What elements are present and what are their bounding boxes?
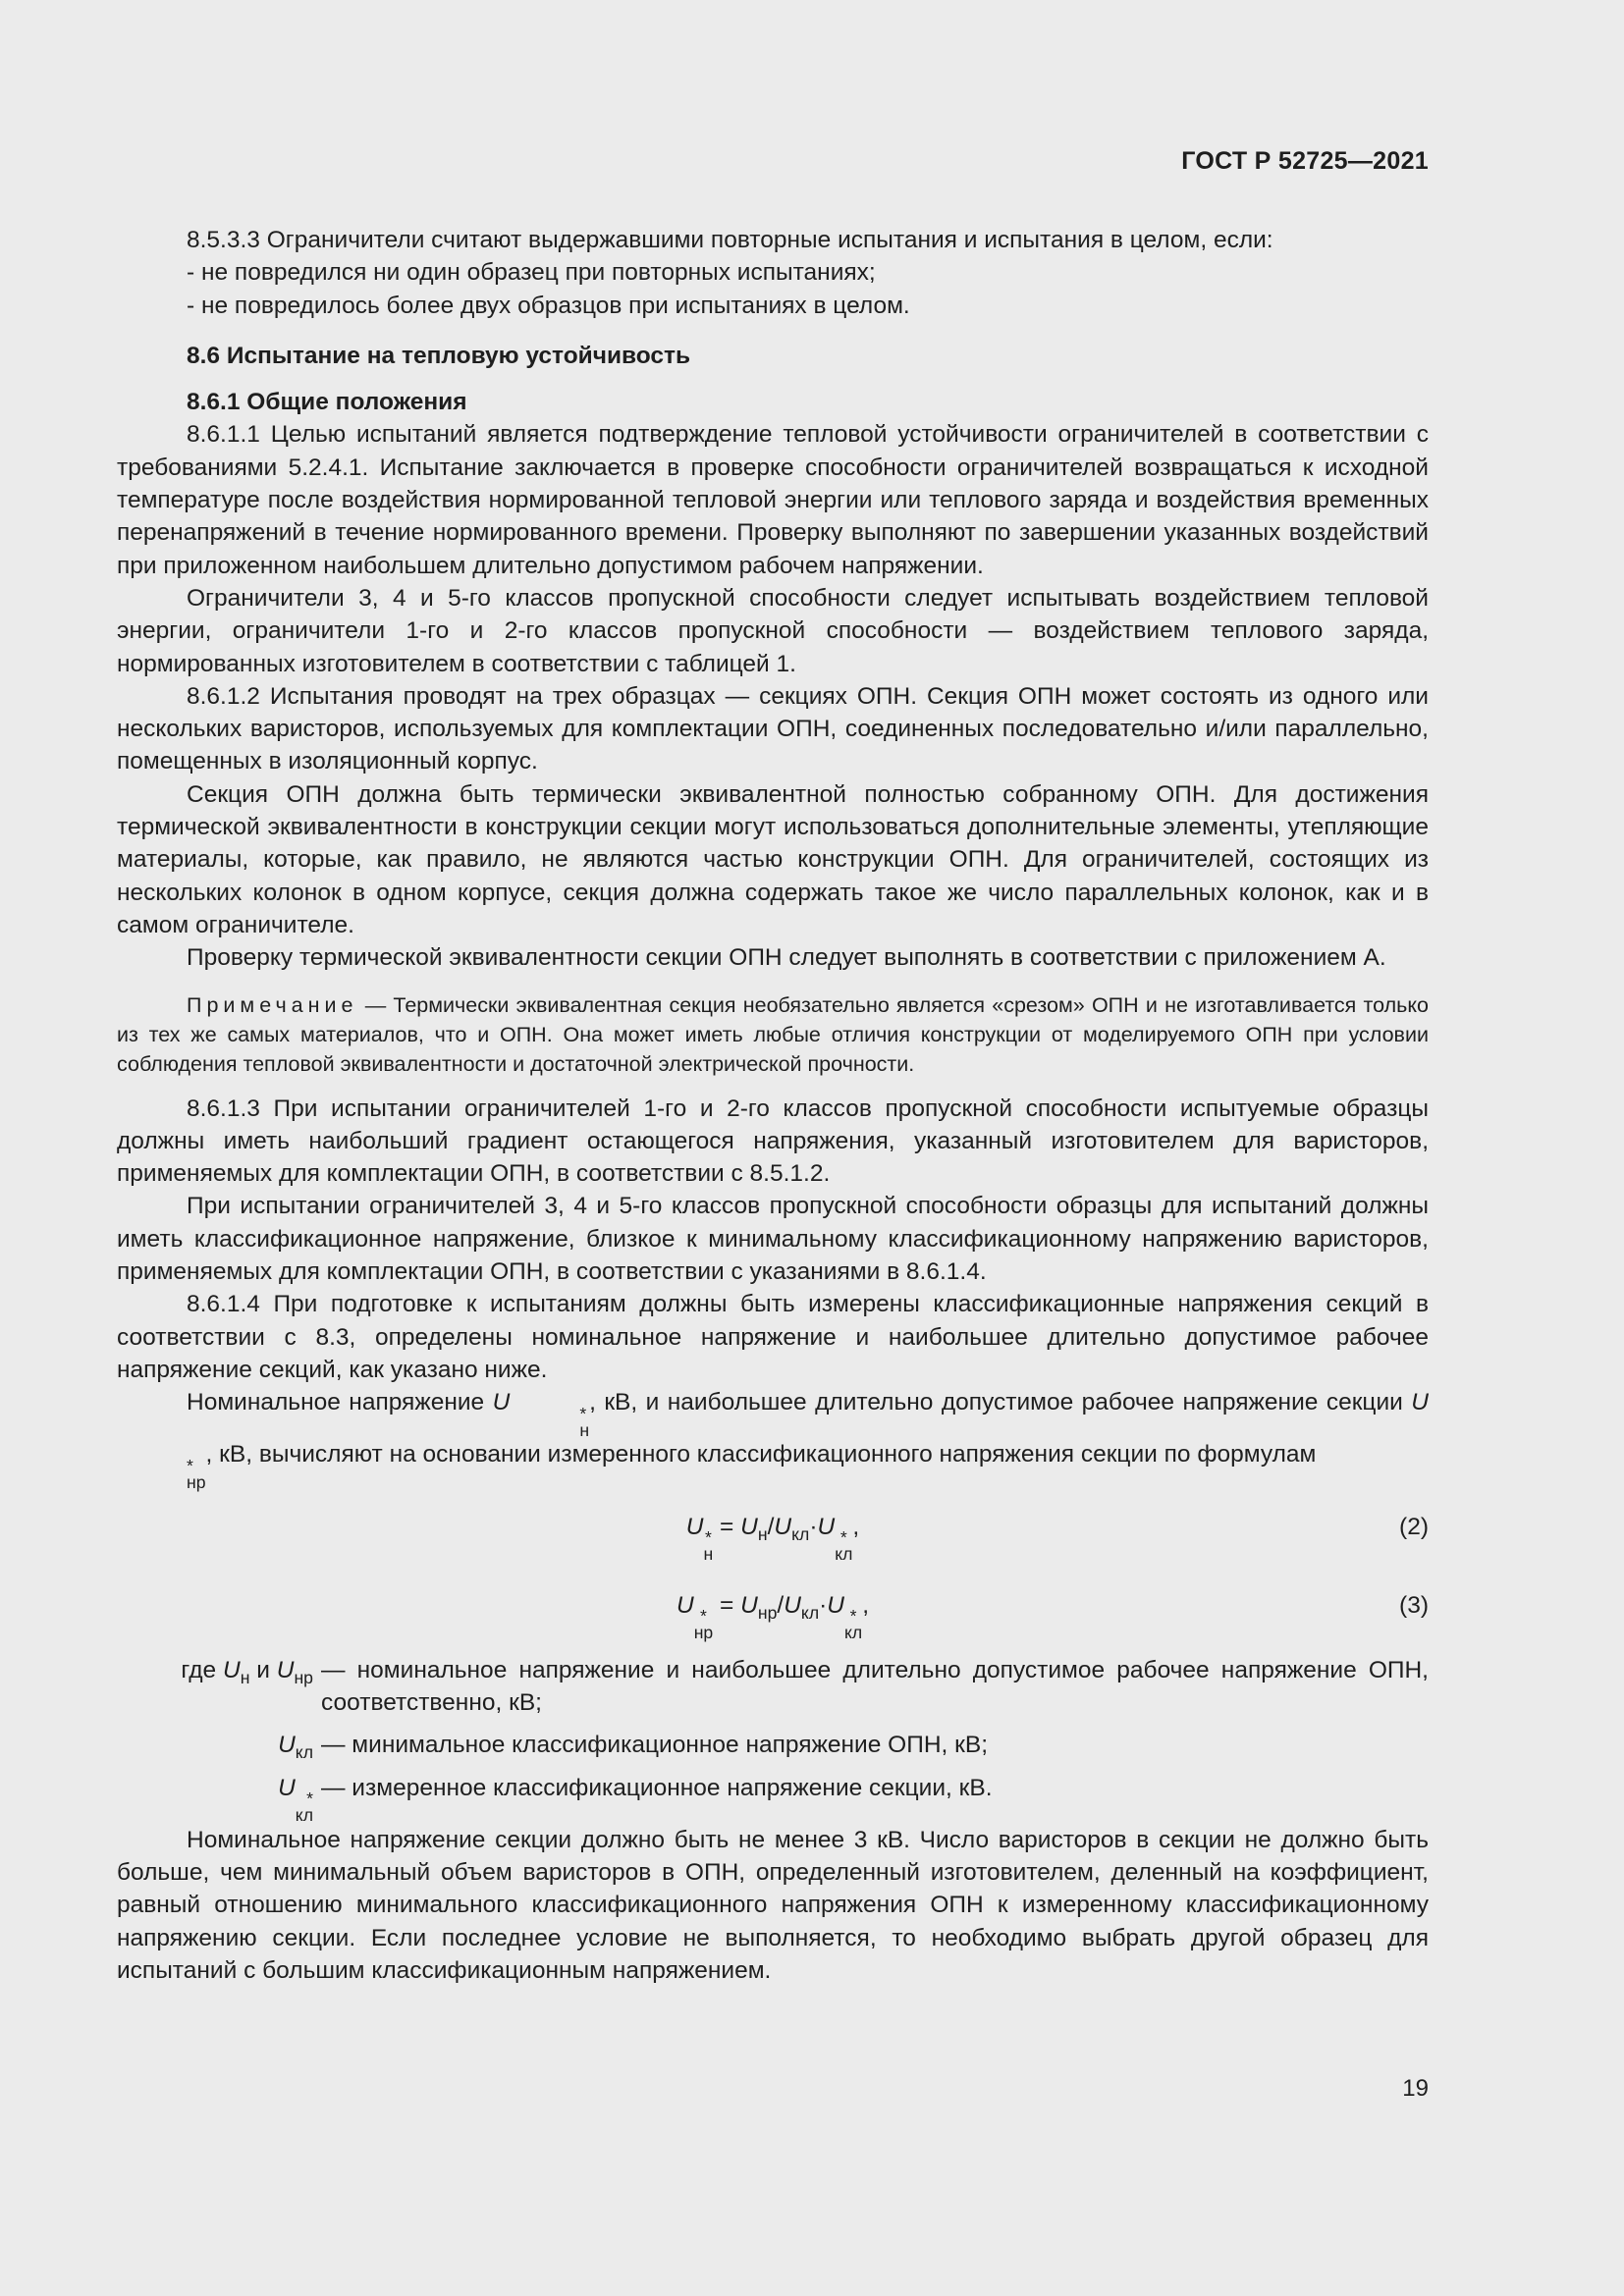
formula-expression: U * нр = $U_{нр}/U_{кл}\cdot U$ * кл ,	[676, 1591, 870, 1643]
paragraph: Номинальное напряжение секции должно быть не менее 3 кВ. Число варисторов в секции не должно быть больше, чем минимальный объем варисторов в ОПН, определенный изготовителем, деленный на коэффициент, равный отношению минимального классификационного напряжения ОПН к измеренному классификационному напряжению секции. Если последнее условие не выполняется, то необходимо выбрать другой образец для испытаний с большим классификационным напряжением.	[117, 1826, 1429, 1984]
where-symbol: U * кл	[278, 1774, 313, 1825]
list-item: - не повредился ни один образец при повторных испытаниях;	[187, 259, 876, 287]
paragraph-8-6-1-2: 8.6.1.2 Испытания проводят на трех образцах — секциях ОПН. Секция ОПН может состоять из одного или нескольких варисторов, используемых для комплектации ОПН, соединенных последовательно и/или параллельно, помещенных в изоляционный корпус.	[117, 682, 1429, 775]
paragraph: Проверку термической эквивалентности секции ОПН следует выполнять в соответствии с приложением А.	[187, 944, 1386, 972]
paragraph-with-symbols: Номинальное напряжение U * н , кВ, и наибольшее длительно допустимое рабочее напряжение секции U * нр , кВ, вычисляют на основании измеренного классификационного напряжения секции по формулам	[187, 1389, 1429, 1492]
paragraph: Ограничители 3, 4 и 5-го классов пропускной способности следует испытывать воздействием тепловой энергии, ограничители 1-го и 2-го классов пропускной способности — воздействием теплового заряда, нормированных изготовителем в соответствии с таблицей 1.	[117, 584, 1429, 677]
section-heading-8-6: 8.6 Испытание на тепловую устойчивость	[187, 342, 691, 369]
paragraph-8-6-1-3: 8.6.1.3 При испытании ограничителей 1-го и 2-го классов пропускной способности испытуемые образцы должны иметь наибольший градиент остающегося напряжения, указанный изготовителем для варисторов, применяемых для комплектации ОПН, в соответствии с 8.5.1.2.	[117, 1095, 1429, 1188]
note-text: — Термически эквивалентная секция необязательно является «срезом» ОПН и не изготавливается только из тех же самых материалов, что и ОПН. Она может иметь любые отличия конструкции от моделируемого ОПН при условии соблюдения тепловой эквивалентности и достаточной электрической прочности.	[117, 992, 1429, 1076]
document-header: ГОСТ Р 52725—2021	[1181, 147, 1429, 175]
where-description: — минимальное классификационное напряжение ОПН, кВ;	[321, 1732, 989, 1759]
note-label: Примечание	[187, 992, 358, 1017]
where-symbol: где $U_н$ и $U_{нр}$	[181, 1656, 313, 1687]
document-body	[117, 224, 1429, 1987]
where-item	[117, 1654, 1429, 1720]
formula-number: (2)	[1399, 1513, 1429, 1540]
paragraph-8-6-1-4: 8.6.1.4 При подготовке к испытаниям должны быть измерены классификационные напряжения секций в соответствии с 8.3, определены номинальное напряжение и наибольшее длительно допустимое рабочее напряжение секций, как указано ниже.	[117, 1291, 1429, 1383]
section-heading-8-6-1: 8.6.1 Общие положения	[187, 389, 467, 416]
page-number: 19	[1402, 2075, 1429, 2102]
paragraph-8-5-3-3: 8.5.3.3 Ограничители считают выдержавшими повторные испытания и испытания в целом, если:	[187, 227, 1273, 253]
formula-2	[117, 1491, 1429, 1570]
where-symbol: $U_{кл}$	[278, 1732, 313, 1763]
where-item	[117, 1729, 1429, 1761]
formula-3	[117, 1570, 1429, 1648]
paragraph: Секция ОПН должна быть термически эквивалентной полностью собранному ОПН. Для достижения термической эквивалентности в конструкции секции могут использоваться дополнительные элементы, утепляющие материалы, которые, как правило, не являются частью конструкции ОПН. Для ограничителей, состоящих из нескольких колонок в одном корпусе, секция должна содержать такое же число параллельных колонок, как и в самом ограничителе.	[117, 780, 1429, 938]
where-description: — номинальное напряжение и наибольшее длительно допустимое рабочее напряжение ОПН, соответственно, кВ;	[321, 1656, 1429, 1716]
where-item	[117, 1772, 1429, 1824]
formula-number: (3)	[1399, 1591, 1429, 1619]
where-description: — измеренное классификационное напряжение секции, кВ.	[321, 1774, 993, 1801]
where-list	[117, 1654, 1429, 1824]
formula-expression: U * н = $U_н/U_{кл}\cdot U$ * кл ,	[685, 1513, 860, 1565]
list-item: - не повредилось более двух образцов при испытаниях в целом.	[187, 292, 910, 319]
paragraph-8-6-1-1: 8.6.1.1 Целью испытаний является подтверждение тепловой устойчивости ограничителей в соответствии с требованиями 5.2.4.1. Испытание заключается в проверке способности ограничителей возвращаться к исходной температуре после воздействия нормированной тепловой энергии или теплового заряда и воздействия временных перенапряжений в течение нормированного времени. Проверку выполняют по завершении указанных воздействий при приложенном наибольшем длительно допустимом рабочем напряжении.	[117, 421, 1429, 579]
note	[117, 990, 1429, 1079]
paragraph: При испытании ограничителей 3, 4 и 5-го классов пропускной способности образцы для испытаний должны иметь классификационное напряжение, близкое к минимальному классификационному напряжению варисторов, применяемых для комплектации ОПН, в соответствии с указаниями в 8.6.1.4.	[117, 1193, 1429, 1286]
